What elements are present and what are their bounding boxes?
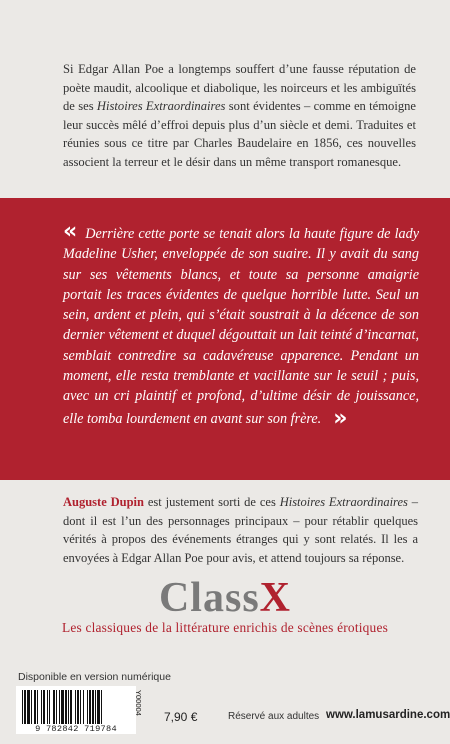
adults-notice: Réservé aux adultes	[228, 711, 320, 722]
intro-part1: Si Edgar Allan Poe a longtemps souffert d’une fausse réputation de poète maudit, alcoolique et diabolique, les noirceurs et les ambiguïtés de ses	[63, 62, 416, 114]
price: 7,90 €	[164, 710, 198, 724]
quote-block	[63, 219, 419, 431]
dupin-part2: – dont il est l’un des personnages principaux – pour rétablir quelques vérités à propos des événements étranges qui y sont relatés. Il les a envoyées à Edgar Allan Poe pour avis, et attend toujours sa réponse.	[63, 495, 418, 566]
dupin-book-title: Histoires Extraordinaires	[279, 495, 408, 509]
dupin-name: Auguste Dupin	[63, 495, 144, 509]
dupin-text	[63, 493, 418, 568]
classx-logo	[0, 574, 450, 622]
close-quote-mark: »	[333, 405, 348, 431]
barcode-bars	[22, 690, 130, 724]
open-quote-mark: «	[63, 219, 78, 244]
dupin-part1: est justement sorti de ces	[143, 495, 280, 509]
intro-part2: sont évidentes – comme en témoigne leur succès mêlé d’effroi depuis plus d’un siècle et demi. Traduites et réunies sous ce titre par Charles Baudelaire en 1856, ces nouvelles associent la terreur et le désir dans un même transport romanesque.	[63, 99, 417, 169]
dupin-paragraph	[63, 493, 418, 568]
quote-paragraph	[63, 219, 419, 431]
digital-availability: Disponible en version numérique	[18, 671, 171, 683]
intro-book-title: Histoires Extraordinaires	[96, 99, 226, 114]
barcode-number: 9 782842 719784	[35, 724, 117, 734]
barcode	[16, 686, 136, 734]
logo-x-letter: X	[259, 575, 292, 621]
quote-text: Derrière cette porte se tenait alors la haute figure de lady Madeline Usher, enveloppée de son suaire. Il y avait du sang sur ses vêtements blancs, et toute sa personne amaigrie portait les traces évidentes de quelque horrible lutte. Seul un sein, ardent et plein, qui s’était soustrait à la décence de son dernier vêtement et duquel dégouttait un lait teinté d’incarnat, semblait contredire sa cadavéreuse apparence. Pendant un moment, elle resta tremblante et vacillante sur le seuil ; puis, avec un cri plaintif et profond, d’ultime désir de jouissance, elle tomba lourdement en avant sur son frère.	[63, 226, 419, 427]
intro-paragraph	[63, 60, 416, 172]
intro-text	[63, 60, 416, 172]
product-code: Y00004	[134, 690, 143, 716]
logo-class-text: Class	[158, 575, 260, 621]
collection-tagline: Les classiques de la littérature enrichis de scènes érotiques	[61, 620, 389, 635]
publisher-website[interactable]: www.lamusardine.com	[326, 709, 450, 721]
